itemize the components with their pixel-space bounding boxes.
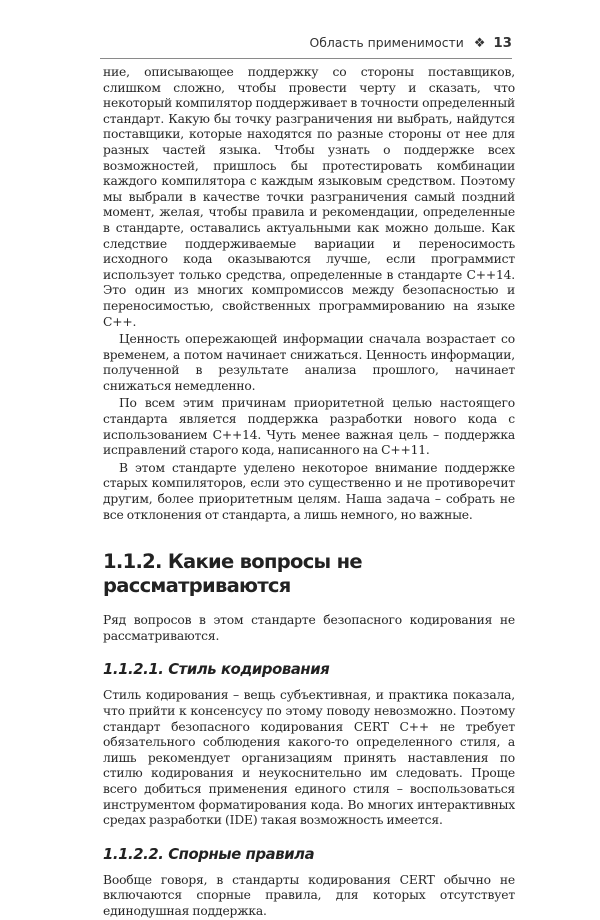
subsection-heading: 1.1.2.1. Стиль кодирования (103, 661, 330, 679)
section-heading: 1.1.2. Какие вопросы не рассматриваются (103, 550, 362, 598)
header-rule (100, 58, 512, 59)
running-header-title: Область применимости (309, 35, 464, 50)
subsection-text: Стиль кодирования – вещь субъективная, и практика показала, что прийти к консенсусу по этому поводу невозможно. Поэтому стандарт безопасного кодирования CERT C++ не требует обязательного соблюдения какого-то определенного стиля, а лишь рекомендует организациям принять наставления по стилю кодирования и неукоснительно им следовать. Проще всего добиться применения единого стиля – воспользоваться инструментом форматирования кода. Во многих интерактивных средах разработки (IDE) такая возможность имеется. (103, 688, 515, 828)
paragraph: По всем этим причинам приоритетной целью настоящего стандарта является поддержка разработки нового кода с использованием C++14. Чуть менее важная цель – поддержка исправлений старого кода, написанного на C++11. (103, 396, 515, 458)
subsection-text: Вообще говоря, в стандарты кодирования CERT обычно не включаются спорные правила, для которых отсутствует единодушная поддержка. (103, 872, 515, 918)
page-body (103, 65, 515, 920)
subsection-heading: 1.1.2.2. Спорные правила (103, 845, 315, 863)
running-header (102, 32, 512, 54)
paragraph: Ценность опережающей информации сначала возрастает со временем, а потом начинает снижаться. Ценность информации, полученной в результате анализа прошлого, начинает снижаться немедленно. (103, 332, 515, 393)
paragraph: В этом стандарте уделено некоторое внимание поддержке старых компиляторов, если это существенно и не противоречит другим, более приоритетным целям. Наша задача – собрать не все отклонения от стандарта, а лишь немного, но важные. (103, 460, 515, 522)
page-number: 13 (493, 36, 512, 51)
paragraph-continued: ние, описывающее поддержку со стороны поставщиков, слишком сложно, чтобы провести черту и сказать, что некоторый компилятор поддерживает в точности определенный стандарт. Какую бы точку разграничения ни выбрать, найдутся поставщики, которые находятся по разные стороны от нее для разных частей языка. Чтобы узнать о поддержке всех возможностей, пришлось бы протестировать комбинации каждого компилятора с каждым языковым средством. Поэтому мы выбрали в качестве точки разграничения самый поздний момент, желая, чтобы правила и рекомендации, определенные в стандарте, оставались актуальными как можно дольше. Как следствие поддерживаемые вариации и переносимость исходного кода оказываются лучше, если программист использует только средства, определенные в стандарте C++14. Это один из многих компромиссов между безопасностью и переносимостью, свойственных программированию на языке C++. (103, 65, 515, 329)
section-intro: Ряд вопросов в этом стандарте безопасного кодирования не рассматриваются. (103, 613, 515, 643)
ornament-icon: ❖ (473, 36, 486, 51)
